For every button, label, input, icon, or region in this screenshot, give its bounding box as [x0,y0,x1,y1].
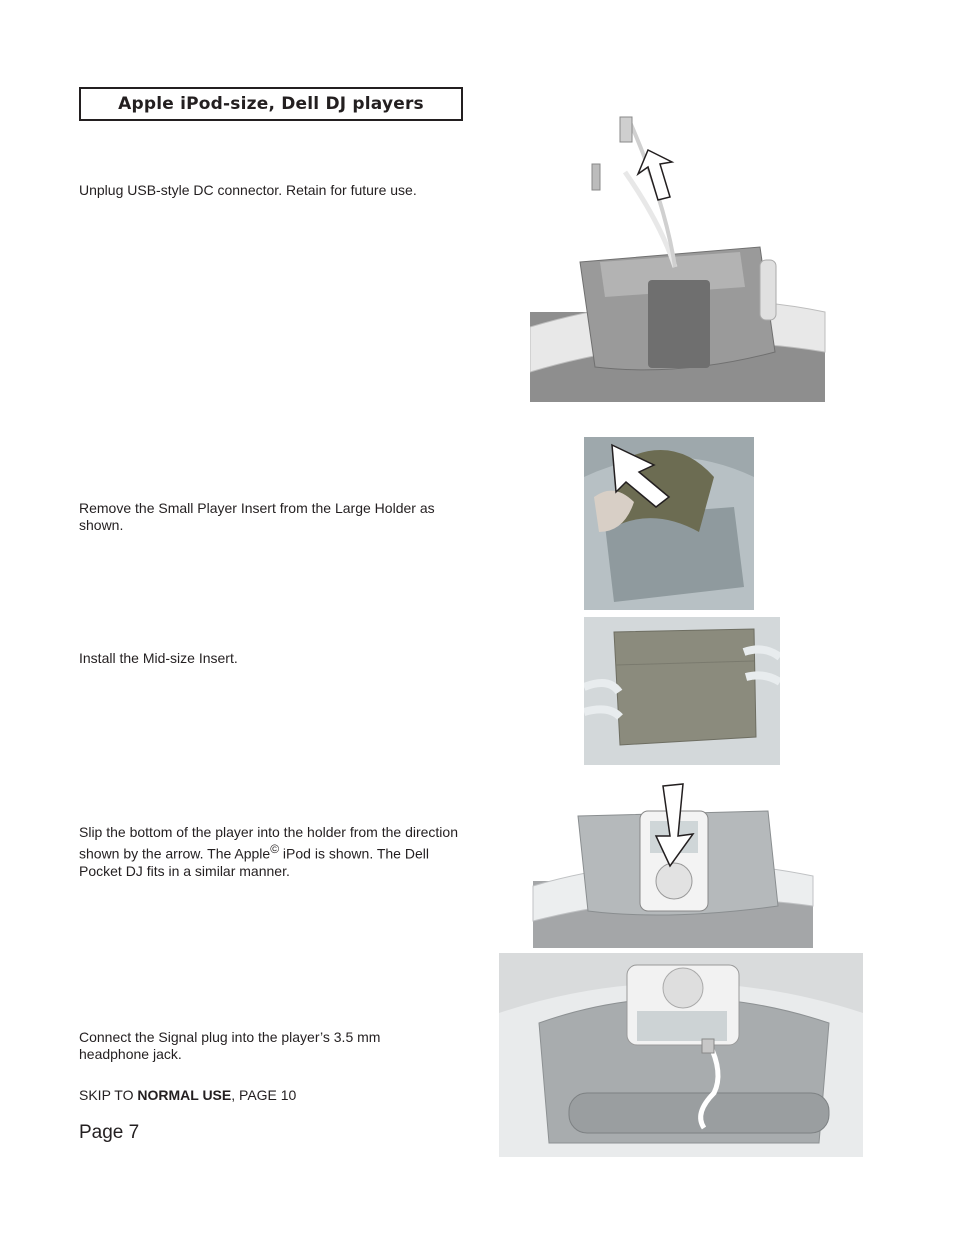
photo-insert-player [518,776,823,948]
photo-remove-small-insert [584,437,754,610]
step-4-text-part2: iPod is shown. The Dell Pocket DJ fits in a similar manner. [79,845,429,879]
step-5-text: Connect the Signal plug into the player’s 3.5 mm headphone jack. [79,1029,381,1062]
step-1-text: Unplug USB-style DC connector. Retain for future use. [79,182,417,198]
skip-instruction [79,1087,296,1103]
skip-target: NORMAL USE [137,1087,232,1103]
photo-unplug-connector [530,112,845,402]
photo-install-mid-insert [584,617,780,765]
photo-connect-signal-plug [499,953,863,1157]
skip-prefix: SKIP TO [79,1087,138,1103]
skip-suffix: , PAGE 10 [231,1087,297,1103]
step-2-text: Remove the Small Player Insert from the Large Holder as shown. [79,500,435,533]
step-3-text: Install the Mid-size Insert. [79,650,238,666]
page-number: Page 7 [79,1122,140,1143]
section-title: Apple iPod-size, Dell DJ players [79,87,463,121]
step-4-text-part1: Slip the bottom of the player into the holder from the direction shown by the arrow. The Apple [79,824,458,862]
step-4-text [79,824,464,880]
copyright-symbol: © [270,842,280,856]
